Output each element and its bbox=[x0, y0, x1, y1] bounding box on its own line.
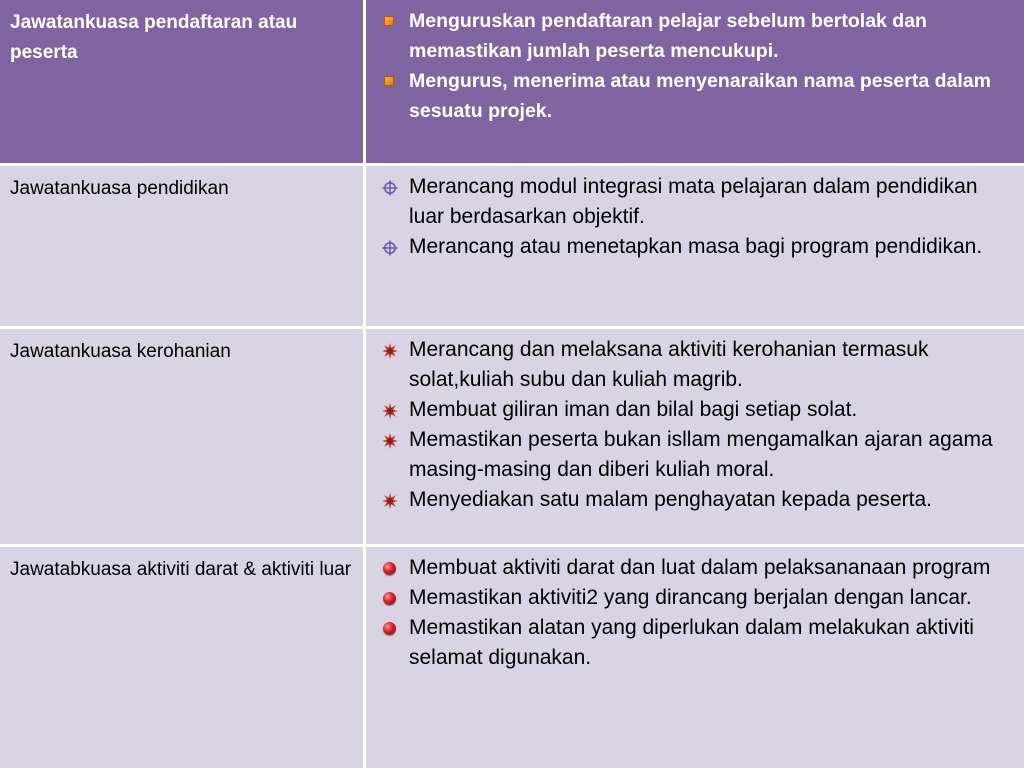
red-sphere-icon bbox=[383, 562, 396, 575]
task-text: Menguruskan pendaftaran pelajar sebelum bertolak dan memastikan jumlah peserta mencukupi. bbox=[409, 10, 927, 62]
list-item bbox=[382, 485, 1016, 515]
task-list bbox=[382, 335, 1016, 515]
starburst-icon bbox=[382, 343, 396, 357]
list-item bbox=[382, 395, 1016, 425]
starburst-icon bbox=[382, 493, 396, 507]
task-text: Merancang modul integrasi mata pelajaran dalam pendidikan luar berdasarkan objektif. bbox=[409, 175, 978, 228]
red-sphere-icon bbox=[383, 622, 396, 635]
task-list bbox=[382, 172, 1016, 262]
task-text: Merancang atau menetapkan masa bagi program pendidikan. bbox=[409, 235, 983, 258]
task-text: Memastikan alatan yang diperlukan dalam melakukan aktiviti selamat digunakan. bbox=[409, 616, 974, 669]
task-text: Merancang dan melaksana aktiviti kerohanian termasuk solat,kuliah subu dan kuliah magrib. bbox=[409, 338, 929, 391]
list-item bbox=[382, 553, 1016, 583]
red-sphere-icon bbox=[383, 592, 396, 605]
task-text: Mengurus, menerima atau menyenaraikan nama peserta dalam sesuatu projek. bbox=[409, 70, 991, 122]
orange-square-icon bbox=[384, 76, 394, 86]
task-text: Membuat giliran iman dan bilal bagi setiap solat. bbox=[409, 398, 858, 421]
task-text: Membuat aktiviti darat dan luat dalam pelaksananaan program bbox=[409, 556, 991, 579]
list-item bbox=[382, 172, 1016, 232]
starburst-icon bbox=[382, 433, 396, 447]
list-item bbox=[382, 66, 1016, 126]
committee-tasks-cell bbox=[366, 0, 1024, 166]
committee-name: Jawatankuasa pendidikan bbox=[10, 178, 229, 199]
list-item bbox=[382, 583, 1016, 613]
committee-name: Jawatankuasa kerohanian bbox=[10, 341, 231, 362]
list-item bbox=[382, 6, 1016, 66]
task-text: Memastikan peserta bukan isllam mengamalkan ajaran agama masing-masing dan diberi kuliah moral. bbox=[409, 428, 993, 481]
list-item bbox=[382, 425, 1016, 485]
list-item bbox=[382, 232, 1016, 262]
committee-name: Jawatabkuasa aktiviti darat & aktiviti luar bbox=[10, 559, 352, 580]
crosshair-icon bbox=[382, 240, 396, 254]
task-text: Menyediakan satu malam penghayatan kepada peserta. bbox=[409, 488, 933, 511]
list-item bbox=[382, 613, 1016, 673]
committee-tasks-cell bbox=[366, 329, 1024, 547]
list-item bbox=[382, 335, 1016, 395]
crosshair-icon bbox=[382, 180, 396, 194]
task-text: Memastikan aktiviti2 yang dirancang berjalan dengan lancar. bbox=[409, 586, 972, 609]
committee-name-cell bbox=[0, 329, 366, 547]
committee-name-cell bbox=[0, 547, 366, 768]
committee-name: Jawatankuasa pendaftaran atau peserta bbox=[10, 12, 298, 63]
task-list bbox=[382, 553, 1016, 673]
committee-name-cell bbox=[0, 166, 366, 329]
committee-tasks-cell bbox=[366, 547, 1024, 768]
committee-tasks-cell bbox=[366, 166, 1024, 329]
orange-square-icon bbox=[384, 16, 394, 26]
task-list bbox=[382, 6, 1016, 126]
starburst-icon bbox=[382, 403, 396, 417]
committee-name-cell bbox=[0, 0, 366, 166]
